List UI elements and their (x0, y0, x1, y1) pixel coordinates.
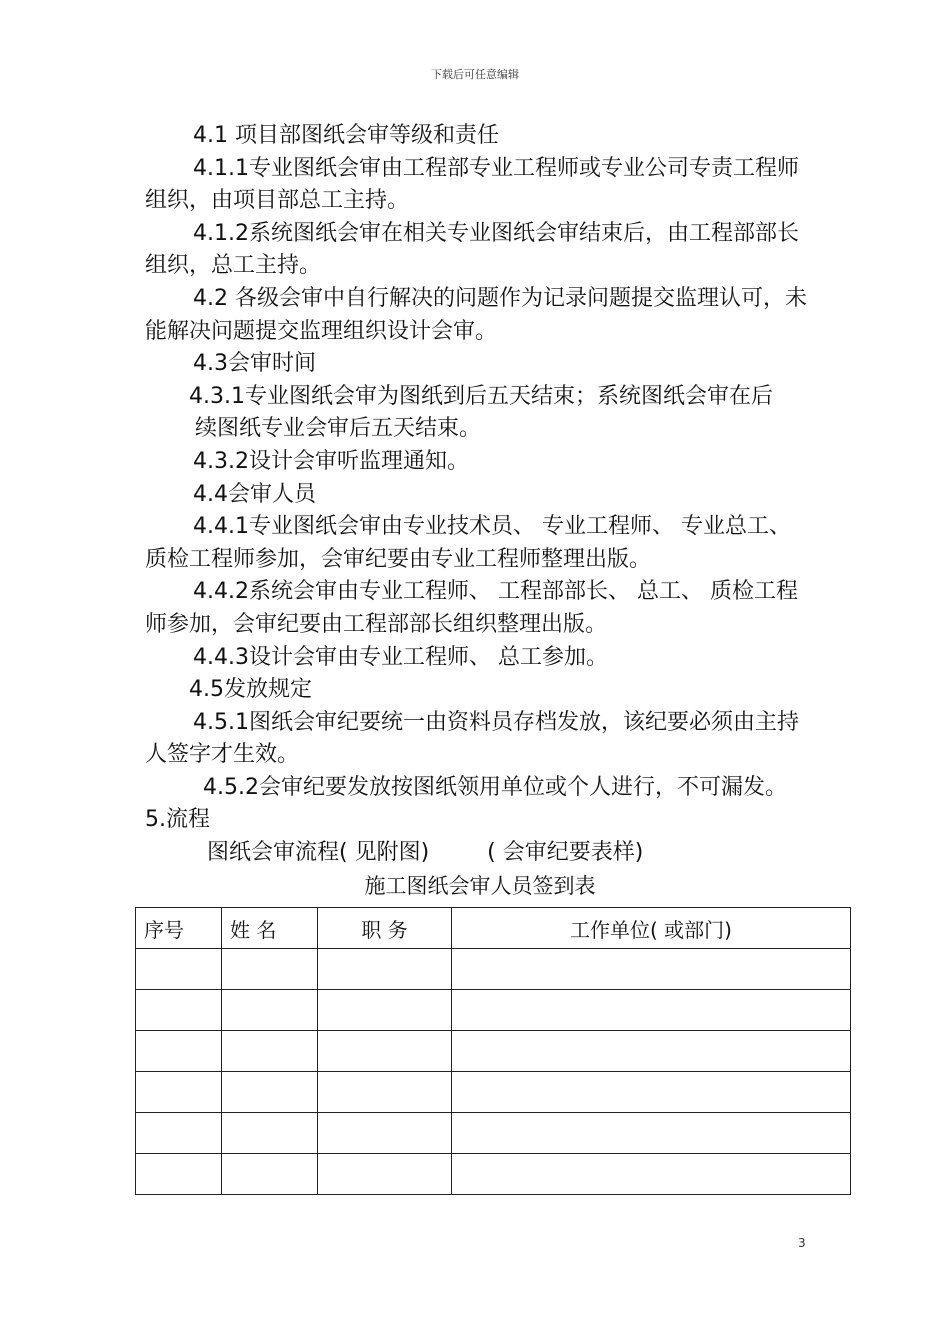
table-cell (318, 1154, 452, 1195)
table-cell (318, 949, 452, 990)
minutes-template-reference: ( 会审纪要表样) (487, 840, 644, 866)
section-4-1-1: 4.1.1专业图纸会审由工程部专业工程师或专业公司专责工程师组织，由项目部总工主持。 (145, 155, 799, 214)
section-4-2: 4.2 各级会审中自行解决的问题作为记录问题提交监理认可，未能解决问题提交监理组织设计会审。 (145, 285, 807, 344)
table-cell (136, 949, 222, 990)
header-serial-number: 序号 (136, 908, 222, 949)
table-cell (222, 1072, 318, 1113)
table-cell (222, 1154, 318, 1195)
section-4-4: 4.4会审人员 (193, 481, 316, 507)
table-header-row (136, 908, 851, 949)
table-cell (452, 1154, 851, 1195)
table-cell (452, 1072, 851, 1113)
table-row (136, 1031, 851, 1072)
sign-in-table (135, 907, 851, 1195)
table-row (136, 949, 851, 990)
table-cell (452, 1031, 851, 1072)
table-cell (318, 1113, 452, 1154)
table-row (136, 990, 851, 1031)
section-4-3-2: 4.3.2设计会审听监理通知。 (193, 448, 469, 474)
section-4-3-1: 4.3.1专业图纸会审为图纸到后五天结束；系统图纸会审在后 (189, 383, 773, 409)
header-work-unit: 工作单位( 或部门) (452, 908, 851, 949)
page-number: 3 (798, 1236, 806, 1250)
header-name: 姓 名 (222, 908, 318, 949)
table-cell (452, 949, 851, 990)
section-4-4-3: 4.4.3设计会审由专业工程师、 总工参加。 (193, 644, 608, 670)
section-4-5-2: 4.5.2会审纪要发放按图纸领用单位或个人进行，不可漏发。 (203, 774, 787, 800)
table-title: 施工图纸会审人员签到表 (364, 873, 596, 898)
section-4-1: 4.1 项目部图纸会审等级和责任 (193, 123, 499, 148)
table-cell (452, 990, 851, 1031)
section-4-5: 4.5发放规定 (189, 677, 312, 703)
table-cell (136, 1113, 222, 1154)
table-cell (318, 1031, 452, 1072)
table-cell (318, 1072, 452, 1113)
table-row (136, 1072, 851, 1113)
table-cell (318, 990, 452, 1031)
section-4-4-2: 4.4.2系统会审由专业工程师、 工程部部长、 总工、 质检工程师参加，会审纪要由工程部部长组织整理出版。 (145, 579, 798, 637)
section-5: 5.流程 (145, 807, 210, 833)
table-cell (136, 990, 222, 1031)
section-4-5-1: 4.5.1图纸会审纪要统一由资料员存档发放，该纪要必须由主持人签字才生效。 (145, 709, 799, 768)
section-4-3-1-continued: 续图纸专业会审后五天结束。 (195, 416, 482, 442)
table-cell (136, 1031, 222, 1072)
page-header: 下载后可任意编辑 (431, 68, 519, 81)
table-row (136, 1154, 851, 1195)
flow-line (145, 837, 815, 870)
flow-chart-reference: 图纸会审流程( 见附图) (207, 840, 430, 866)
document-body (145, 120, 815, 902)
section-4-4-1: 4.4.1专业图纸会审由专业技术员、 专业工程师、 专业总工、 质检工程师参加，会审纪要由专业工程师整理出版。 (145, 514, 791, 572)
table-cell (222, 990, 318, 1031)
table-cell (222, 1113, 318, 1154)
table-cell (222, 949, 318, 990)
section-4-1-2: 4.1.2系统图纸会审在相关专业图纸会审结束后，由工程部部长组织，总工主持。 (145, 220, 799, 279)
section-4-3: 4.3会审时间 (193, 351, 316, 377)
table-cell (136, 1072, 222, 1113)
table-cell (452, 1113, 851, 1154)
table-cell (222, 1031, 318, 1072)
table-cell (136, 1154, 222, 1195)
header-position: 职 务 (318, 908, 452, 949)
table-row (136, 1113, 851, 1154)
